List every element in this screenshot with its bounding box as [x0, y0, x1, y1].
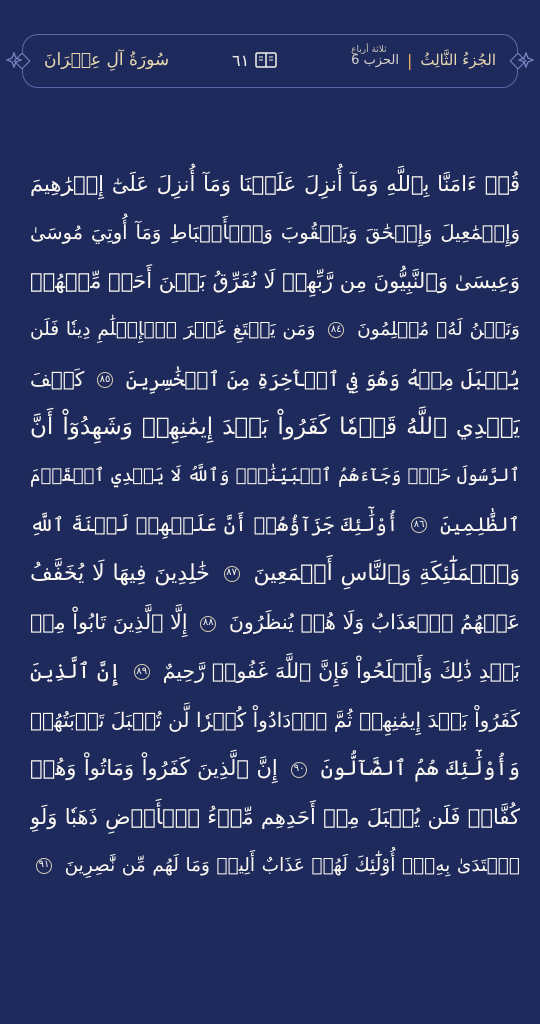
- verse-text[interactable]: يُقۡبَلَ مِنۡهُ وَهُوَ فِي ٱلۡأٓخِرَةِ مِنَ ٱلۡخَٰسِرِينَ: [125, 366, 520, 391]
- ayah-number-marker[interactable]: ٨٥: [95, 370, 115, 390]
- ayah-number-marker[interactable]: ٨٨: [198, 614, 218, 634]
- verse-text[interactable]: إِلَّا ٱلَّذِينَ تَابُواْ مِنۢ: [30, 610, 188, 635]
- page-indicator[interactable]: [232, 47, 277, 73]
- verse-text[interactable]: وَنَحۡنُ لَهُۥ مُسۡلِمُونَ: [357, 319, 520, 341]
- verse-text[interactable]: عَنۡهُمُ ٱلۡعَذَابُ وَلَا هُمۡ يُنظَرُونَ: [228, 610, 520, 635]
- ayah-number-marker[interactable]: ٨٧: [222, 564, 242, 584]
- quarter-label: ثلاثة أرباع: [351, 44, 387, 55]
- text-line[interactable]: [30, 355, 520, 404]
- verse-text[interactable]: وَمَن يَبۡتَغِ غَيۡرَ ٱلۡإِسۡلَٰمِ دِينٗا فَلَن: [30, 319, 316, 341]
- ornament-icon: [518, 52, 534, 68]
- surah-name[interactable]: سُورَةُ آلِ عِمۡرَانَ: [44, 50, 170, 70]
- text-line[interactable]: [30, 550, 520, 599]
- text-line[interactable]: [30, 257, 520, 306]
- verse-text[interactable]: كَيۡفَ: [30, 366, 85, 391]
- text-line[interactable]: [30, 598, 520, 647]
- verse-text[interactable]: كُفَّارٞ فَلَن يُقۡبَلَ مِنۡ أَحَدِهِم مِّلۡءُ ٱلۡأَرۡضِ ذَهَبٗا وَلَوِ: [30, 804, 520, 829]
- text-line[interactable]: [30, 452, 520, 501]
- ayah-number-marker[interactable]: ٩١: [34, 856, 54, 876]
- verse-text[interactable]: وَإِسۡمَٰعِيلَ وَإِسۡحَٰقَ وَيَعۡقُوبَ وَٱلۡأَسۡبَاطِ وَمَآ أُوتِيَ مُوسَىٰ: [30, 220, 520, 244]
- verse-text[interactable]: ٱلظَّٰلِمِينَ: [440, 512, 520, 536]
- ornament-icon: [6, 52, 22, 68]
- ayah-number-marker[interactable]: ٨٩: [132, 662, 152, 682]
- verse-text[interactable]: إِنَّ ٱلَّذِينَ كَفَرُواْ وَمَاتُواْ وَهُمۡ: [30, 756, 278, 781]
- verse-text[interactable]: كَفَرُواْ بَعۡدَ إِيمَٰنِهِمۡ ثُمَّ ٱزۡدَادُواْ كُفۡرٗا لَّن تُقۡبَلَ تَوۡبَتُهُمۡ: [30, 707, 520, 732]
- ayah-number-marker[interactable]: ٨٦: [409, 515, 429, 535]
- juz-indicator[interactable]: [351, 44, 496, 73]
- quran-text: [30, 160, 520, 890]
- text-line[interactable]: [30, 306, 520, 355]
- text-line[interactable]: [30, 160, 520, 209]
- juz-name: الجُزءُ الثَّالِثُ: [420, 51, 496, 69]
- verse-text[interactable]: وَأُوْلَٰٓئِكَ هُمُ ٱلضَّآلُّونَ: [320, 756, 520, 781]
- book-icon: [255, 51, 277, 69]
- separator: |: [406, 50, 413, 70]
- verse-text[interactable]: قُلۡ ءَامَنَّا بِٱللَّهِ وَمَآ أُنزِلَ عَلَيۡنَا وَمَآ أُنزِلَ عَلَىٰٓ إِبۡرَٰهِيمَ: [30, 172, 520, 196]
- text-line[interactable]: [30, 647, 520, 696]
- ayah-number-marker[interactable]: ٩٠: [289, 760, 309, 780]
- verse-text[interactable]: إِنَّ ٱلَّذِينَ: [30, 658, 121, 683]
- page-number: ٦١: [232, 50, 250, 70]
- verse-text[interactable]: وَعِيسَىٰ وَٱلنَّبِيُّونَ مِن رَّبِّهِمۡ لَا نُفَرِّقُ بَيۡنَ أَحَدٖ مِّنۡهُمۡ: [30, 269, 520, 294]
- text-line[interactable]: [30, 793, 520, 842]
- text-line[interactable]: [30, 209, 520, 258]
- hizb-info: [351, 44, 399, 68]
- text-line[interactable]: [30, 696, 520, 745]
- text-line[interactable]: [30, 501, 520, 550]
- verse-text[interactable]: بَعۡدِ ذَٰلِكَ وَأَصۡلَحُواْ فَإِنَّ ٱللَّهَ غَفُورٞ رَّحِيمٌ: [162, 658, 520, 683]
- verse-text[interactable]: يَهۡدِي ٱللَّهُ قَوۡمٗا كَفَرُواْ بَعۡدَ إِيمَٰنِهِمۡ وَشَهِدُوٓاْ أَنَّ: [30, 414, 520, 441]
- ayah-number-marker[interactable]: ٨٤: [326, 320, 346, 340]
- hizb-label: الحزب 6: [351, 52, 399, 68]
- verse-text[interactable]: ٱفۡتَدَىٰ بِهِۦٓۗ أُوْلَٰٓئِكَ لَهُمۡ عَذَابٌ أَلِيمٞ وَمَا لَهُم مِّن نَّٰصِرِينَ: [64, 854, 520, 876]
- verse-text[interactable]: ٱلرَّسُولَ حَقّٞ وَجَآءَهُمُ ٱلۡبَيِّنَٰتُۚ وَٱللَّهُ لَا يَهۡدِي ٱلۡقَوۡمَ: [30, 465, 520, 487]
- text-line[interactable]: [30, 744, 520, 793]
- verse-text[interactable]: وَٱلۡمَلَٰٓئِكَةِ وَٱلنَّاسِ أَجۡمَعِينَ: [253, 560, 520, 586]
- text-line[interactable]: [30, 403, 520, 452]
- verse-text[interactable]: أُوْلَٰٓئِكَ جَزَآؤُهُمۡ أَنَّ عَلَيۡهِمۡ لَعۡنَةَ ٱللَّهِ: [30, 512, 399, 536]
- text-line[interactable]: [30, 842, 520, 891]
- verse-text[interactable]: خَٰلِدِينَ فِيهَا لَا يُخَفَّفُ: [30, 560, 210, 586]
